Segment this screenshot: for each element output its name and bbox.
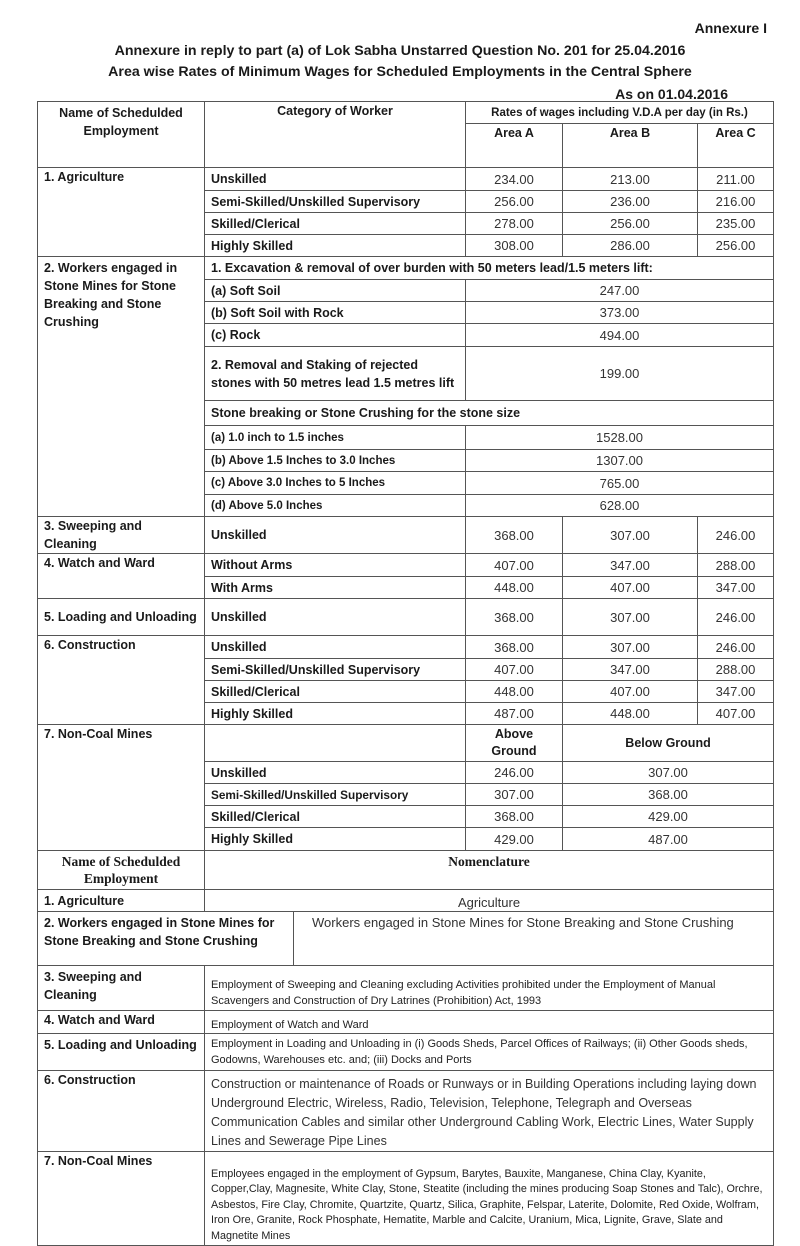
rate-cell: 373.00 — [466, 302, 774, 324]
table-row — [38, 1071, 774, 1152]
rate-area-a: 368.00 — [466, 636, 563, 659]
rate-area-c: 211.00 — [698, 168, 774, 191]
header-below-ground: Below Ground — [563, 725, 774, 762]
header-area-c: Area C — [698, 124, 774, 168]
employment-name: 2. Workers engaged in Stone Mines for Stone Breaking and Stone Crushing — [38, 912, 294, 966]
rate-area-b: 307.00 — [563, 636, 698, 659]
employment-name: 7. Non-Coal Mines — [38, 1152, 205, 1246]
employment-name: 1. Agriculture — [38, 168, 205, 257]
header-rates: Rates of wages including V.D.A per day (in Rs.) — [466, 102, 774, 124]
table-row — [38, 890, 774, 912]
category-cell: (b) Above 1.5 Inches to 3.0 Inches — [205, 450, 466, 472]
rate-area-c: 246.00 — [698, 599, 774, 636]
category-cell: (b) Soft Soil with Rock — [205, 302, 466, 324]
rate-area-b: 407.00 — [563, 577, 698, 599]
nomenclature-table — [37, 850, 774, 1246]
header-nomenclature: Nomenclature — [205, 851, 774, 890]
rate-above-ground: 429.00 — [466, 828, 563, 851]
table-row — [38, 517, 774, 554]
rate-cell: 1307.00 — [466, 450, 774, 472]
table-row — [38, 966, 774, 1011]
rate-cell: 765.00 — [466, 472, 774, 495]
category-cell: Semi-Skilled/Unskilled Supervisory — [205, 191, 466, 213]
employment-name: 5. Loading and Unloading — [38, 599, 205, 636]
category-cell: 2. Removal and Staking of rejected stones with 50 metres lead 1.5 metres lift — [205, 347, 466, 401]
rate-below-ground: 429.00 — [563, 806, 774, 828]
rate-area-b: 347.00 — [563, 554, 698, 577]
rate-area-b: 213.00 — [563, 168, 698, 191]
rate-area-b: 256.00 — [563, 213, 698, 235]
header-area-b: Area B — [563, 124, 698, 168]
rate-area-b: 236.00 — [563, 191, 698, 213]
rate-area-a: 234.00 — [466, 168, 563, 191]
rate-cell: 628.00 — [466, 495, 774, 517]
employment-name: 3. Sweeping and Cleaning — [38, 517, 205, 554]
rate-area-c: 256.00 — [698, 235, 774, 257]
employment-name: 5. Loading and Unloading — [38, 1034, 205, 1071]
employment-name: 6. Construction — [38, 636, 205, 725]
empty-cell — [205, 725, 466, 762]
header-category: Category of Worker — [205, 102, 466, 168]
employment-name: 4. Watch and Ward — [38, 554, 205, 599]
table-row — [38, 912, 774, 966]
rate-area-b: 407.00 — [563, 681, 698, 703]
rate-area-b: 286.00 — [563, 235, 698, 257]
table-row — [38, 1034, 774, 1071]
annexure-label: Annexure I — [694, 20, 767, 36]
rate-area-a: 368.00 — [466, 517, 563, 554]
rate-area-c: 347.00 — [698, 577, 774, 599]
rate-area-a: 487.00 — [466, 703, 563, 725]
nomenclature-text: Construction or maintenance of Roads or Runways or in Building Operations including laying down Underground Electric, Wireless, Radio, Television, Telephone, Telegraph and Overseas Communication Cables and similar other Underground Cabling Work, Electric Lines, Water Supply Lines and Sewerage Pipe Lines — [205, 1071, 774, 1152]
rate-cell: 199.00 — [466, 347, 774, 401]
document-title: Annexure in reply to part (a) of Lok Sabha Unstarred Question No. 201 for 25.04.2016 — [114, 43, 686, 59]
rate-area-c: 347.00 — [698, 681, 774, 703]
rate-below-ground: 368.00 — [563, 784, 774, 806]
category-cell: Skilled/Clerical — [205, 806, 466, 828]
category-cell: Unskilled — [205, 517, 466, 554]
table-row — [38, 599, 774, 636]
rate-above-ground: 368.00 — [466, 806, 563, 828]
rate-area-b: 307.00 — [563, 517, 698, 554]
table-row — [38, 1152, 774, 1246]
header-employment: Name of Schedulded Employment — [38, 102, 205, 168]
category-cell: Unskilled — [205, 762, 466, 784]
nomenclature-text: Employment of Watch and Ward — [205, 1011, 774, 1034]
table-row — [38, 257, 774, 280]
employment-name: 3. Sweeping and Cleaning — [38, 966, 205, 1011]
header-employment: Name of Schedulded Employment — [38, 851, 205, 890]
rate-below-ground: 487.00 — [563, 828, 774, 851]
rate-area-c: 246.00 — [698, 636, 774, 659]
table-row — [38, 1011, 774, 1034]
table-row — [38, 725, 774, 762]
rate-above-ground: 246.00 — [466, 762, 563, 784]
rate-area-c: 246.00 — [698, 517, 774, 554]
category-cell: Without Arms — [205, 554, 466, 577]
wages-table — [37, 101, 774, 851]
category-cell: Semi-Skilled/Unskilled Supervisory — [205, 784, 466, 806]
crushing-heading: Stone breaking or Stone Crushing for the stone size — [205, 401, 774, 426]
rate-area-b: 347.00 — [563, 659, 698, 681]
employment-name: 2. Workers engaged in Stone Mines for Stone Breaking and Stone Crushing — [38, 257, 205, 517]
category-cell: Unskilled — [205, 168, 466, 191]
header-above-ground: Above Ground — [466, 725, 563, 762]
rate-area-c: 407.00 — [698, 703, 774, 725]
table-row — [38, 554, 774, 577]
rate-area-c: 288.00 — [698, 554, 774, 577]
nomenclature-text: Employees engaged in the employment of Gypsum, Barytes, Bauxite, Manganese, China Clay, Kyanite, Copper,Clay, Magnesite, White Clay, Stone, Steatite (including the mines producing Soap Stones and Talc), Orchre, Asbestos, Fire Clay, Chromite, Quartzite, Quartz, Silica, Graphite, Felspar, Laterite, Dolomite, Red Oxide, Wolfram, Iron Ore, Granite, Rock Phosphate, Hematite, Marble and Calcite, Uranium, Mica, Lignite, Grave, Slate and Magnetite Mines — [205, 1152, 774, 1246]
table-header-row — [38, 102, 774, 124]
rate-area-a: 368.00 — [466, 599, 563, 636]
employment-name: 6. Construction — [38, 1071, 205, 1152]
as-on-date: As on 01.04.2016 — [615, 86, 728, 102]
rate-area-b: 307.00 — [563, 599, 698, 636]
table-header-row — [38, 851, 774, 890]
rate-area-a: 278.00 — [466, 213, 563, 235]
rate-area-a: 407.00 — [466, 554, 563, 577]
employment-name: 7. Non-Coal Mines — [38, 725, 205, 851]
category-cell: (a) Soft Soil — [205, 280, 466, 302]
category-cell: Skilled/Clerical — [205, 213, 466, 235]
rate-area-c: 216.00 — [698, 191, 774, 213]
category-cell: (c) Rock — [205, 324, 466, 347]
rate-area-a: 308.00 — [466, 235, 563, 257]
rate-below-ground: 307.00 — [563, 762, 774, 784]
rate-area-a: 407.00 — [466, 659, 563, 681]
category-cell: Highly Skilled — [205, 703, 466, 725]
nomenclature-text: Employment of Sweeping and Cleaning excluding Activities prohibited under the Employment of Manual Scavengers and Construction of Dry Latrines (Prohibition) Act, 1993 — [205, 966, 774, 1011]
category-cell: Skilled/Clerical — [205, 681, 466, 703]
excavation-heading: 1. Excavation & removal of over burden with 50 meters lead/1.5 meters lift: — [205, 257, 774, 280]
category-cell: Highly Skilled — [205, 828, 466, 851]
employment-name: 1. Agriculture — [38, 890, 205, 912]
rate-area-c: 288.00 — [698, 659, 774, 681]
employment-name: 4. Watch and Ward — [38, 1011, 205, 1034]
category-cell: Unskilled — [205, 636, 466, 659]
rate-cell: 1528.00 — [466, 426, 774, 450]
category-cell: (a) 1.0 inch to 1.5 inches — [205, 426, 466, 450]
nomenclature-text: Agriculture — [205, 890, 774, 912]
table-row — [38, 636, 774, 659]
rate-area-a: 256.00 — [466, 191, 563, 213]
rate-area-b: 448.00 — [563, 703, 698, 725]
category-cell: (c) Above 3.0 Inches to 5 Inches — [205, 472, 466, 495]
rate-area-c: 235.00 — [698, 213, 774, 235]
nomenclature-text: Workers engaged in Stone Mines for Stone Breaking and Stone Crushing — [294, 912, 774, 966]
rate-area-a: 448.00 — [466, 577, 563, 599]
category-cell: With Arms — [205, 577, 466, 599]
nomenclature-text: Employment in Loading and Unloading in (i) Goods Sheds, Parcel Offices of Railways; (ii) Other Goods sheds, Godowns, Warehouses etc. and; (iii) Docks and Ports — [205, 1034, 774, 1071]
rate-area-a: 448.00 — [466, 681, 563, 703]
category-cell: Semi-Skilled/Unskilled Supervisory — [205, 659, 466, 681]
category-cell: Highly Skilled — [205, 235, 466, 257]
header-area-a: Area A — [466, 124, 563, 168]
rate-cell: 247.00 — [466, 280, 774, 302]
rate-cell: 494.00 — [466, 324, 774, 347]
category-cell: (d) Above 5.0 Inches — [205, 495, 466, 517]
document-subtitle: Area wise Rates of Minimum Wages for Scheduled Employments in the Central Sphere — [108, 64, 692, 80]
rate-above-ground: 307.00 — [466, 784, 563, 806]
table-row — [38, 168, 774, 191]
category-cell: Unskilled — [205, 599, 466, 636]
